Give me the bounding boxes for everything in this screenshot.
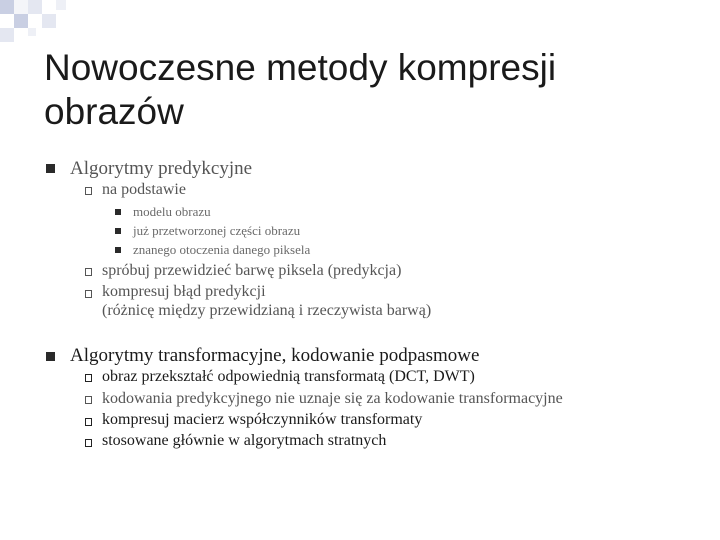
title-line-2: obrazów <box>44 91 184 132</box>
square-bullet-icon <box>115 228 121 234</box>
title-line-1: Nowoczesne metody kompresji <box>44 47 557 88</box>
section-heading-predictive: Algorytmy predykcyjne <box>70 158 253 179</box>
hollow-square-bullet-icon <box>85 374 92 382</box>
sub-item-transform-image: obraz przekształć odpowiednią transformatą (DCT, DWT) <box>102 368 475 385</box>
hollow-square-bullet-icon <box>85 418 92 426</box>
square-bullet-icon <box>115 247 121 253</box>
list-item: znanego otoczenia danego piksela <box>133 242 311 257</box>
hollow-square-bullet-icon <box>85 396 92 404</box>
hollow-square-bullet-icon <box>85 290 92 298</box>
sub-item-compress-error-cont: (różnicę między przewidzianą i rzeczywista barwą) <box>102 302 432 319</box>
sub-item-based-on: na podstawie <box>102 181 186 198</box>
sub-item-compress-matrix: kompresuj macierz współczynników transformaty <box>102 411 423 428</box>
square-bullet-icon <box>46 164 55 173</box>
sub-item-predict-color: spróbuj przewidzieć barwę piksela (predykcja) <box>102 262 402 279</box>
sub-item-predictive-not-transform: kodowania predykcyjnego nie uznaje się za kodowanie transformacyjne <box>102 390 563 407</box>
section-heading-transform: Algorytmy transformacyjne, kodowanie podpasmowe <box>70 345 480 366</box>
square-bullet-icon <box>115 209 121 215</box>
sub-item-compress-error: kompresuj błąd predykcji <box>102 283 266 300</box>
hollow-square-bullet-icon <box>85 187 92 195</box>
sub-item-lossy-usage: stosowane głównie w algorytmach stratnych <box>102 432 387 449</box>
square-bullet-icon <box>46 352 55 361</box>
list-item: modelu obrazu <box>133 204 211 219</box>
list-item: już przetworzonej części obrazu <box>133 223 301 238</box>
hollow-square-bullet-icon <box>85 268 92 276</box>
hollow-square-bullet-icon <box>85 439 92 447</box>
